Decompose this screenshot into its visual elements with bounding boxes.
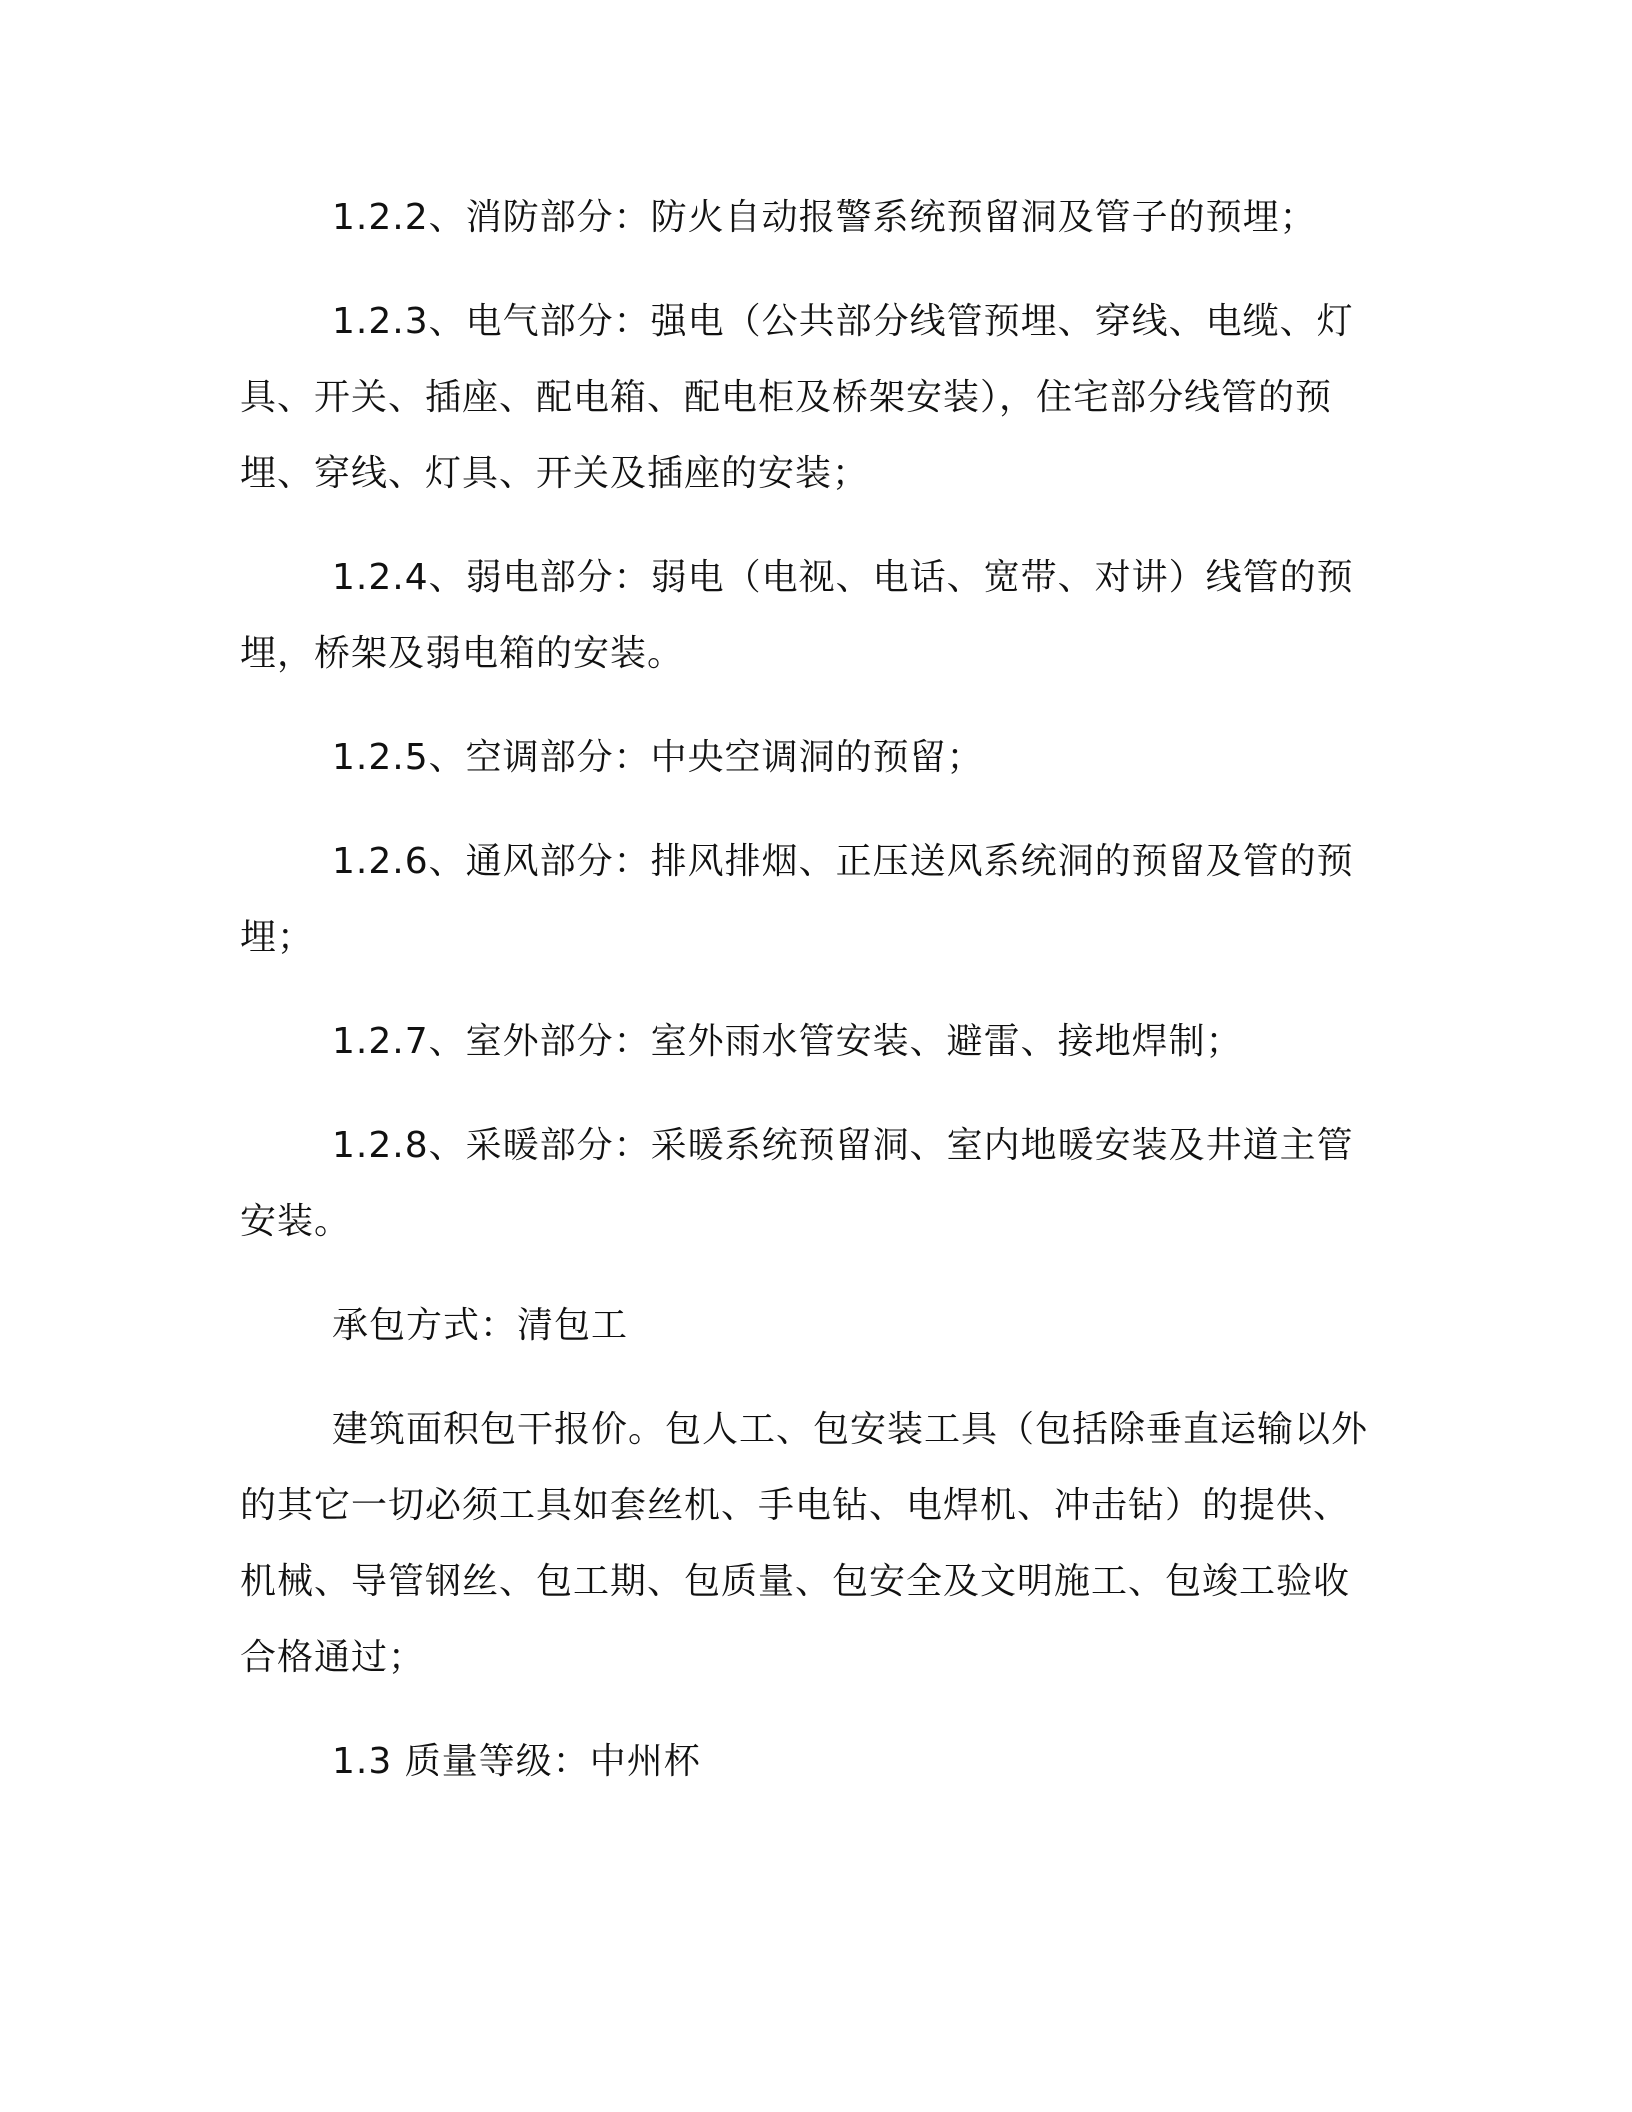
- paragraph-low-voltage: 1.2.4、弱电部分：弱电（电视、电话、宽带、对讲）线管的预埋，桥架及弱电箱的安装。: [240, 557, 1354, 674]
- document-body: [240, 180, 1380, 1800]
- paragraph-contract-method: 承包方式：清包工: [332, 1305, 629, 1346]
- paragraph-air-conditioning: 1.2.5、空调部分：中央空调洞的预留；: [332, 737, 984, 778]
- paragraph-electrical: 1.2.3、电气部分：强电（公共部分线管预埋、穿线、电缆、灯具、开关、插座、配电箱、配电柜及桥架安装），住宅部分线管的预埋、穿线、灯具、开关及插座的安装；: [240, 301, 1354, 494]
- paragraph-heating: 1.2.8、采暖部分：采暖系统预留洞、室内地暖安装及井道主管安装。: [240, 1125, 1354, 1242]
- paragraph-outdoor: 1.2.7、室外部分：室外雨水管安装、避雷、接地焊制；: [332, 1021, 1243, 1062]
- paragraph-ventilation: 1.2.6、通风部分：排风排烟、正压送风系统洞的预留及管的预埋；: [240, 841, 1354, 958]
- paragraph-fire-protection: 1.2.2、消防部分：防火自动报警系统预留洞及管子的预埋；: [332, 197, 1317, 238]
- paragraph-quality-grade: 1.3 质量等级：中州杯: [332, 1741, 701, 1782]
- paragraph-pricing: 建筑面积包干报价。包人工、包安装工具（包括除垂直运输以外的其它一切必须工具如套丝机、手电钻、电焊机、冲击钻）的提供、机械、导管钢丝、包工期、包质量、包安全及文明施工、包竣工验收合格通过；: [240, 1409, 1369, 1678]
